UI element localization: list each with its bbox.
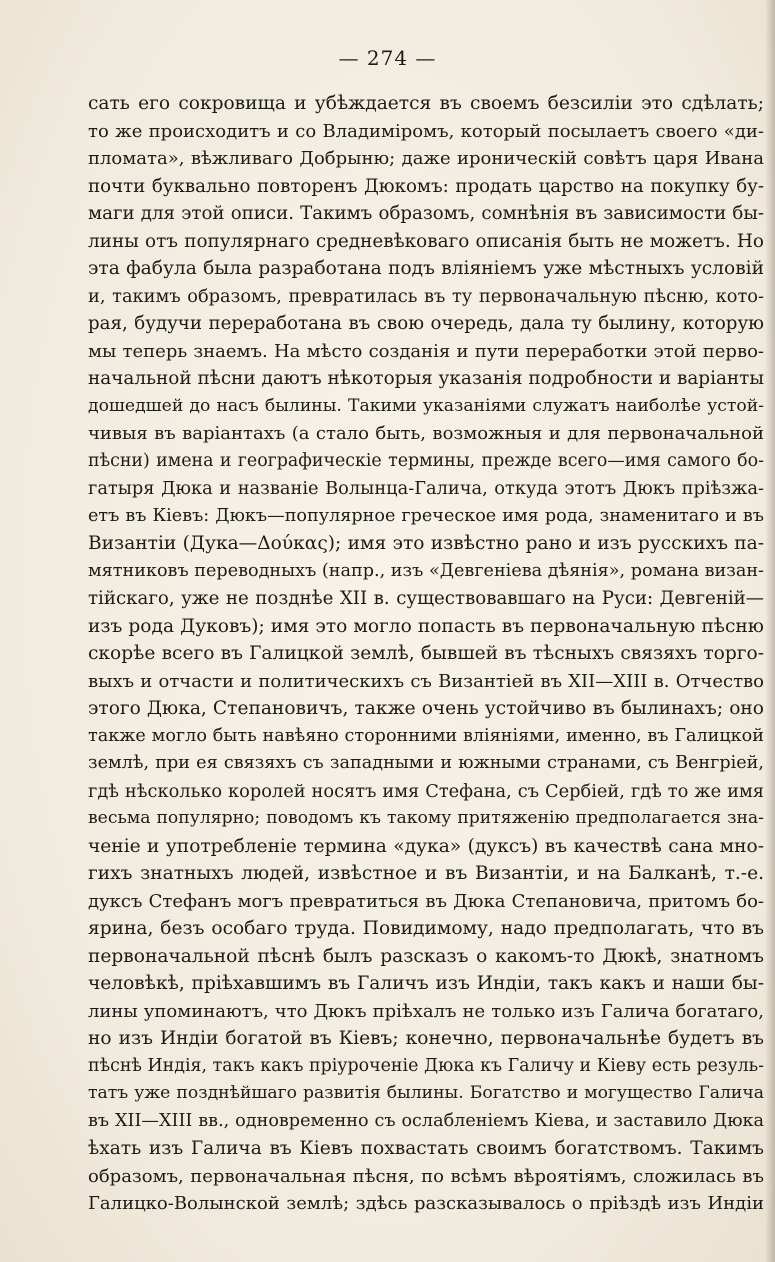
text-line bbox=[88, 1108, 764, 1136]
text-line-content: лины упоминаютъ, что Дюкъ пріѣхалъ не только изъ Галича богатаго, bbox=[88, 1000, 764, 1022]
text-line-content: выхъ и отчасти и политическихъ съ Византіей въ XII—XIII в. Отчество bbox=[88, 670, 764, 692]
text-line-content: Галицко-Волынской землѣ; здѣсь разсказывалось о пріѣздѣ изъ Индіи bbox=[88, 1193, 764, 1214]
text-line-content: ченіе и употребленіе термина «дука» (дуксъ) въ качествѣ сана мно- bbox=[88, 835, 764, 857]
text-line-content: почти буквально повторенъ Дюкомъ: продать царство на покупку бу- bbox=[88, 175, 764, 197]
text-line bbox=[88, 145, 764, 173]
text-line-content: гатыря Дюка и названіе Волынца-Галича, откуда этотъ Дюкъ пріѣзжа- bbox=[88, 478, 764, 499]
text-line-content: изъ рода Дуковъ); имя это могло попасть въ первоначальную пѣсню bbox=[88, 615, 764, 637]
text-line bbox=[88, 283, 764, 311]
text-line bbox=[88, 668, 764, 696]
text-line-content: дошедшей до насъ былины. Такими указаніями служатъ наиболѣе устой- bbox=[88, 395, 764, 416]
text-line bbox=[88, 475, 764, 503]
text-line bbox=[88, 448, 764, 476]
text-line-content: рая, будучи переработана въ свою очередь, дала ту былину, которую bbox=[88, 313, 764, 334]
text-line bbox=[88, 1080, 764, 1108]
text-line-content: то же происходитъ и со Владиміромъ, который посылаетъ своего «ди- bbox=[88, 120, 764, 142]
text-line-content: пѣсни) имена и географическіе термины, прежде всего—имя самого бо- bbox=[88, 450, 764, 471]
text-line-content: гихъ знатныхъ людей, извѣстное и въ Византіи, и на Балканѣ, т.-е. bbox=[88, 863, 764, 884]
text-line bbox=[88, 1053, 764, 1081]
text-line-content: этого Дюка, Степановичъ, также очень устойчиво въ былинахъ; оно bbox=[88, 698, 764, 719]
text-line bbox=[88, 530, 764, 558]
text-line bbox=[88, 640, 764, 668]
text-line-content: также могло быть навѣяно сторонними вліяніями, именно, въ Галицкой bbox=[88, 725, 764, 746]
text-line bbox=[88, 585, 764, 613]
text-line bbox=[88, 558, 764, 586]
text-line-content: въ XII—XIII вв., одновременно съ ослабленіемъ Кіева, и заставило Дюка bbox=[88, 1110, 764, 1131]
text-line-content: но изъ Индіи богатой въ Кіевъ; конечно, первоначальнѣе будетъ въ bbox=[88, 1028, 764, 1049]
page-edge-shadow bbox=[765, 0, 775, 1262]
text-line bbox=[88, 503, 764, 531]
text-line-content: землѣ, при ея связяхъ съ западными и южными странами, съ Венгріей, bbox=[88, 753, 764, 773]
text-line bbox=[88, 750, 764, 778]
text-line bbox=[88, 970, 764, 998]
text-line bbox=[88, 1163, 764, 1191]
text-line bbox=[88, 255, 764, 283]
text-line bbox=[88, 915, 764, 943]
text-line bbox=[88, 833, 764, 861]
text-line-content: татъ уже позднѣйшаго развитія былины. Богатство и могущество Галича bbox=[88, 1083, 764, 1103]
text-line-content: гдѣ нѣсколько королей носятъ имя Стефана, съ Сербіей, гдѣ то же имя bbox=[88, 780, 764, 802]
text-line bbox=[88, 200, 764, 228]
text-line bbox=[88, 723, 764, 751]
text-line bbox=[88, 118, 764, 146]
text-line bbox=[88, 90, 764, 118]
text-line-content: скорѣе всего въ Галицкой землѣ, бывшей въ тѣсныхъ связяхъ торго- bbox=[88, 643, 764, 664]
text-line bbox=[88, 420, 764, 448]
text-line bbox=[88, 228, 764, 256]
text-line-content: чивыя въ варіантахъ (а стало быть, возможныя и для первоначальной bbox=[88, 423, 764, 444]
text-line-content: сать его сокровища и убѣждается въ своемъ безсиліи это сдѣлать; bbox=[88, 93, 764, 114]
text-line-content: и, такимъ образомъ, превратилась въ ту первоначальную пѣсню, кото- bbox=[88, 285, 764, 307]
body-text bbox=[88, 90, 764, 1218]
text-line-content: етъ въ Кіевъ: Дюкъ—популярное греческое имя рода, знаменитаго и въ bbox=[88, 505, 764, 526]
text-line-content: дуксъ Стефанъ могъ превратиться въ Дюка Степановича, притомъ бо- bbox=[88, 890, 764, 912]
text-line bbox=[88, 1190, 764, 1218]
text-line-content: лины отъ популярнаго средневѣковаго описанія быть не можетъ. Но bbox=[88, 230, 764, 252]
text-line bbox=[88, 338, 764, 366]
text-line-content: маги для этой описи. Такимъ образомъ, сомнѣнія въ зависимости бы- bbox=[88, 203, 764, 224]
text-line bbox=[88, 173, 764, 201]
text-line bbox=[88, 695, 764, 723]
text-line bbox=[88, 393, 764, 421]
text-line bbox=[88, 860, 764, 888]
text-line bbox=[88, 998, 764, 1026]
text-line-content: мы теперь знаемъ. На мѣсто созданія и пути переработки этой перво- bbox=[88, 340, 764, 362]
text-line-content: человѣкѣ, пріѣхавшимъ въ Галичъ изъ Индіи, такъ какъ и наши бы- bbox=[88, 973, 764, 994]
text-line-content: начальной пѣсни даютъ нѣкоторыя указанія подробности и варіанты bbox=[88, 368, 764, 389]
text-line bbox=[88, 310, 764, 338]
text-line bbox=[88, 943, 764, 971]
text-line-content: эта фабула была разработана подъ вліяніемъ уже мѣстныхъ условій bbox=[88, 258, 764, 279]
text-line-content: весьма популярно; поводомъ къ такому притяженію предполагается зна- bbox=[88, 808, 764, 828]
text-line bbox=[88, 888, 764, 916]
text-line-content: первоначальной пѣснѣ былъ разсказъ о какомъ-то Дюкѣ, знатномъ bbox=[88, 945, 764, 967]
text-line-content: пломата», вѣжливаго Добрыню; даже ироническій совѣтъ царя Ивана bbox=[88, 148, 764, 169]
text-line bbox=[88, 365, 764, 393]
text-line bbox=[88, 613, 764, 641]
text-line-content: образомъ, первоначальная пѣсня, по всѣмъ вѣроятіямъ, сложилась въ bbox=[88, 1165, 764, 1187]
text-line bbox=[88, 805, 764, 833]
text-line bbox=[88, 778, 764, 806]
text-line bbox=[88, 1025, 764, 1053]
text-line-content: ярина, безъ особаго труда. Повидимому, надо предполагать, что въ bbox=[88, 918, 764, 939]
page-number: — 274 — bbox=[338, 46, 437, 70]
text-line-content: пѣснѣ Индія, такъ какъ пріуроченіе Дюка къ Галичу и Кіеву есть резуль- bbox=[88, 1055, 764, 1076]
text-line bbox=[88, 1135, 764, 1163]
text-line-content: Византіи (Дука—Δούκας); имя это извѣстно рано и изъ русскихъ па- bbox=[88, 533, 764, 554]
text-line-content: мятниковъ переводныхъ (напр., изъ «Девгеніева дѣянія», романа визан- bbox=[88, 560, 764, 581]
text-line-content: тійскаго, уже не позднѣе XII в. существовавшаго на Руси: Девгеній— bbox=[88, 588, 764, 609]
text-line-content: ѣхать изъ Галича въ Кіевъ похвастать своимъ богатствомъ. Такимъ bbox=[88, 1138, 764, 1159]
